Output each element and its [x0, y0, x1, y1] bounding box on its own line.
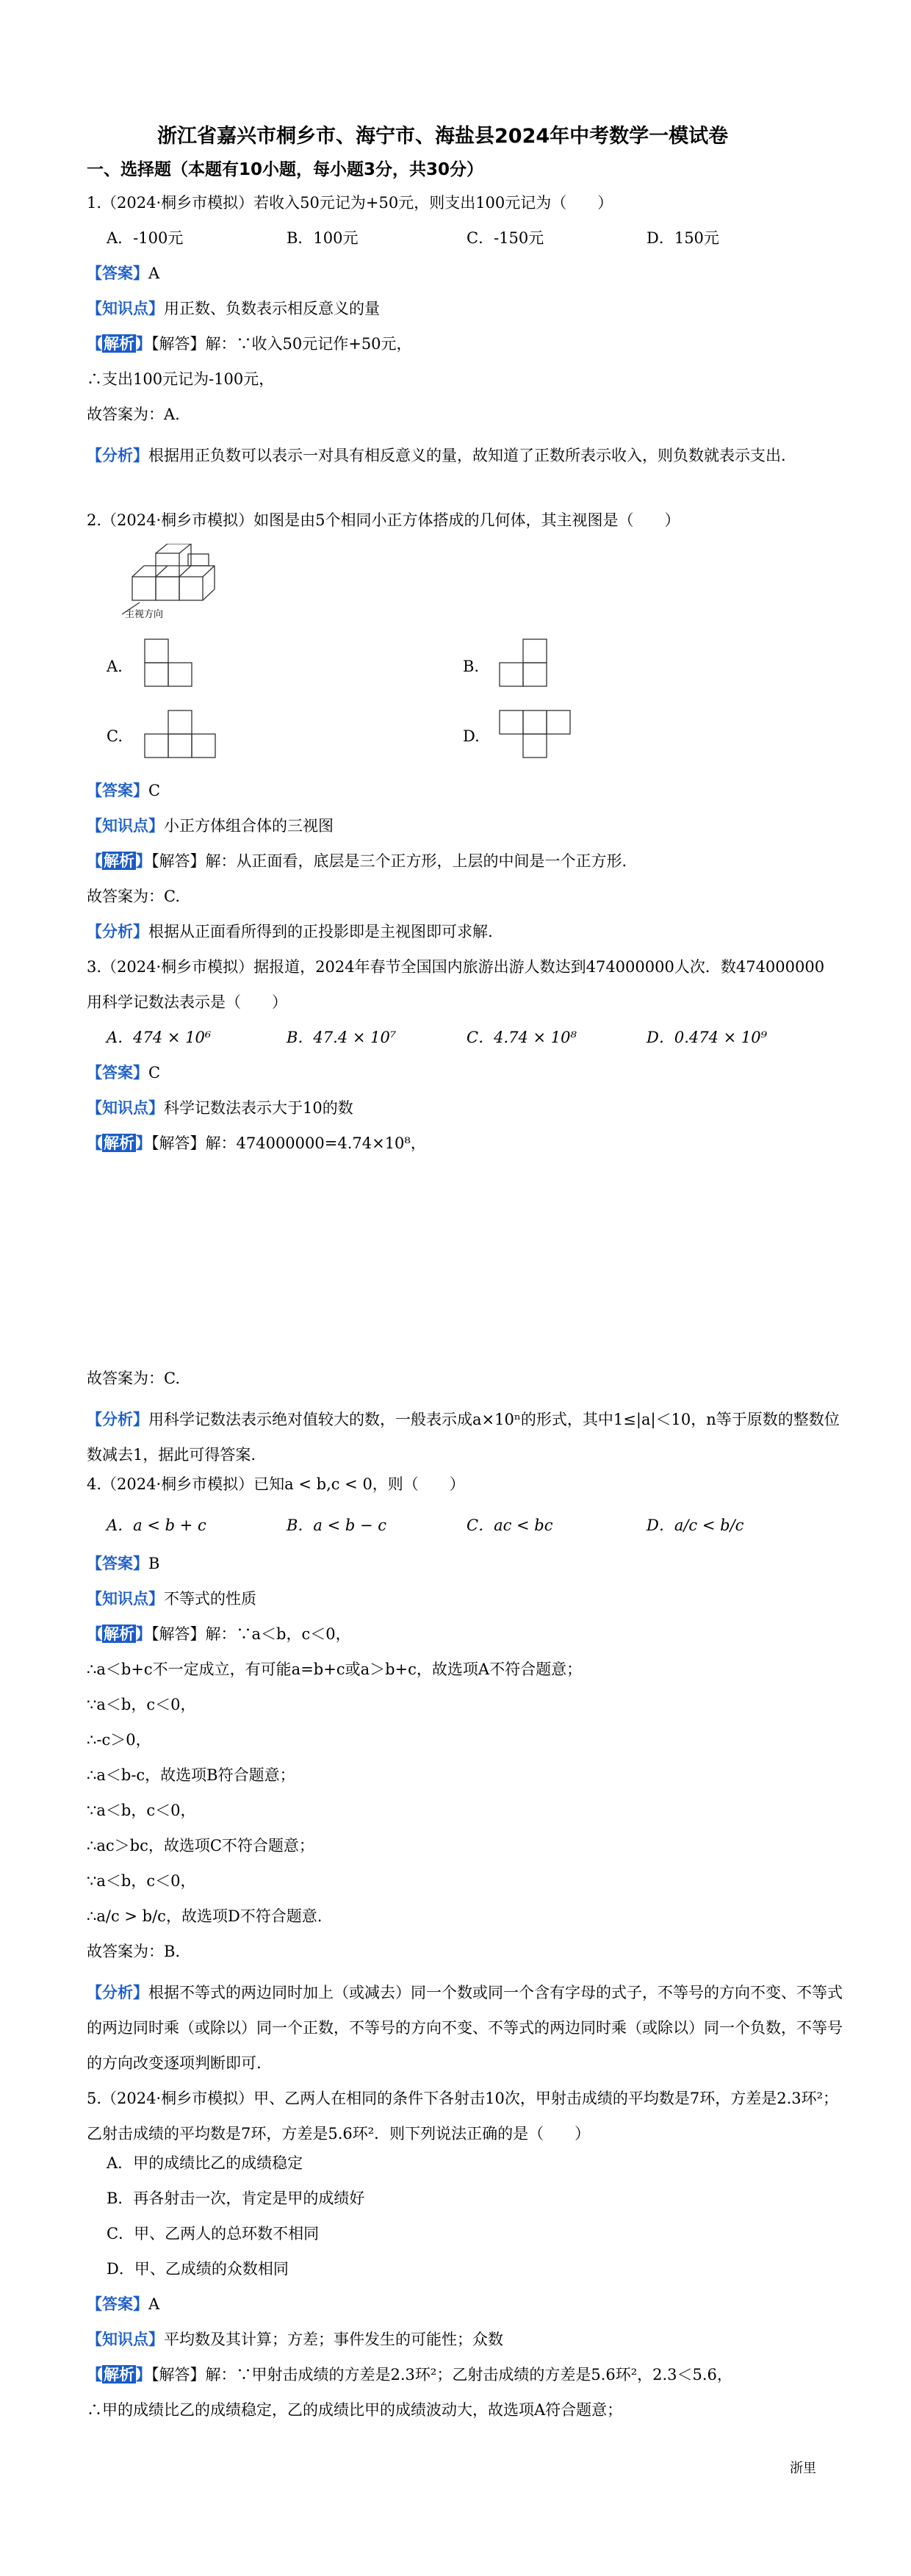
q2-figure-label: 主视方向 [125, 609, 164, 620]
q2-solve-1: 【解析】【解答】解：从正面看，底层是三个正方形，上层的中间是一个正方形. [87, 852, 627, 870]
q4-solve-6: ∵a＜b，c＜0， [87, 1802, 196, 1819]
q2-knowledge: 小正方体组合体的三视图 [164, 817, 334, 835]
q2-solve-2: 故答案为：C. [87, 888, 180, 905]
q4-stem: 4.（2024·桐乡市模拟）已知a < b,c < 0，则（ ） [87, 1475, 465, 1493]
q5-solve-2: ∴甲的成绩比乙的成绩稳定，乙的成绩比甲的成绩波动大，故选项A符合题意； [87, 2401, 623, 2419]
q4-solve-4: ∴-c＞0， [87, 1731, 151, 1749]
q4-answer: B [148, 1555, 160, 1572]
q2-knowledge-row: 【知识点】小正方体组合体的三视图 [87, 816, 334, 835]
q3-option-d: D．0.474 × 10⁹ [647, 1029, 768, 1046]
q4-option-a: A．a < b + c [107, 1517, 206, 1534]
q2-solid-figure [118, 544, 228, 625]
q3-solve: 【解析】【解答】解：474000000=4.74×10⁸， [87, 1134, 426, 1152]
q3-option-c: C．4.74 × 10⁸ [467, 1029, 577, 1046]
q3-stem-2: 用科学记数法表示是（ ） [87, 993, 287, 1011]
q4-solve-10: 故答案为：B. [87, 1943, 181, 1960]
q2-option-c-figure [143, 709, 220, 760]
q5-knowledge: 平均数及其计算；方差；事件发生的可能性；众数 [164, 2331, 503, 2348]
q3-knowledge: 科学记数法表示大于10的数 [164, 1099, 353, 1117]
q4-option-d: D．a/c < b/c [647, 1517, 744, 1534]
knowledge-tag: 【知识点】 [87, 299, 164, 317]
q2-option-d: D. [463, 727, 480, 745]
q4-summary: 【分析】根据不等式的两边同时加上（或减去）同一个数或同一个含有字母的式子，不等号的方向不变、不等式的两边同时乘（或除以）同一个正数，不等号的方向不变、不等式的两边同时乘（或除以）同一个负数，不等号的方向改变逐项判断即可. [87, 1983, 843, 2072]
q2-option-b: B. [463, 658, 480, 675]
q3-result: 故答案为：C. [87, 1370, 180, 1387]
q5-solve-1: 【解析】【解答】解：∵甲射击成绩的方差是2.3环²；乙射击成绩的方差是5.6环²，2.3＜5.6， [87, 2365, 732, 2383]
q4-solve-1: 【解析】【解答】解：∵a＜b，c＜0， [87, 1625, 351, 1643]
q1-option-d: D．150元 [647, 229, 719, 247]
q5-option-c: C．甲、乙两人的总环数不相同 [107, 2225, 320, 2242]
q5-stem: 5.（2024·桐乡市模拟）甲、乙两人在相同的条件下各射击10次，甲射击成绩的平均数是7环，方差是2.3环²；乙射击成绩的平均数是7环，方差是5.6环²．则下列说法正确的是（ ） [87, 2090, 839, 2143]
q4-solve-8: ∵a＜b，c＜0， [87, 1872, 196, 1890]
q2-option-c: C. [107, 727, 123, 745]
q3-knowledge-row: 【知识点】科学记数法表示大于10的数 [87, 1098, 353, 1117]
q5-option-d: D．甲、乙成绩的众数相同 [107, 2260, 289, 2278]
q1-option-a: A．-100元 [107, 229, 184, 247]
q5-option-b: B．再各射击一次，肯定是甲的成绩好 [107, 2190, 365, 2207]
q1-option-c: C．-150元 [467, 229, 544, 247]
q1-answer: A [148, 265, 160, 282]
q2-answer: C [148, 782, 161, 799]
q1-answer-row [87, 262, 159, 284]
q2-option-a: A. [107, 658, 123, 675]
q2-option-d-figure [498, 709, 575, 760]
page-footer: 浙里 [790, 2461, 816, 2476]
q4-knowledge-row: 【知识点】不等式的性质 [87, 1589, 256, 1608]
q4-answer-row: 【答案】B [87, 1554, 160, 1572]
q4-solve-3: ∵a＜b，c＜0， [87, 1696, 196, 1713]
q1-solve-1: 【解析】【解答】解：∵收入50元记作+50元， [87, 334, 412, 353]
q2-answer-row: 【答案】C [87, 781, 161, 799]
q4-knowledge: 不等式的性质 [164, 1590, 256, 1608]
q4-solve-9: ∴a/c > b/c，故选项D不符合题意. [87, 1907, 323, 1925]
q2-summary: 【分析】根据从正面看所得到的正投影即是主视图即可求解. [87, 922, 493, 940]
q2-option-b-figure [498, 638, 550, 689]
q3-option-a: A．474 × 10⁶ [107, 1029, 212, 1046]
q1-knowledge-row [87, 297, 380, 319]
section-heading: 一、选择题（本题有10小题，每小题3分，共30分） [87, 160, 484, 179]
q1-stem: 1.（2024·桐乡市模拟）若收入50元记为+50元，则支出100元记为（ ） [87, 194, 613, 212]
q4-solve-5: ∴a＜b-c，故选项B符合题意； [87, 1766, 295, 1784]
q3-option-b: B．47.4 × 10⁷ [287, 1029, 397, 1046]
q5-answer: A [148, 2295, 160, 2313]
q5-knowledge-row: 【知识点】平均数及其计算；方差；事件发生的可能性；众数 [87, 2330, 503, 2348]
q1-solve-2: ∴支出100元记为-100元， [87, 370, 275, 388]
q1-knowledge: 用正数、负数表示相反意义的量 [164, 300, 380, 317]
q4-solve-2: ∴a＜b+c不一定成立，有可能a=b+c或a＞b+c，故选项A不符合题意； [87, 1661, 583, 1678]
q1-option-b: B．100元 [287, 229, 359, 247]
q4-option-c: C．ac < bc [467, 1517, 553, 1534]
page-title: 浙江省嘉兴市桐乡市、海宁市、海盐县2024年中考数学一模试卷 [157, 125, 729, 148]
q1-summary: 【分析】根据用正负数可以表示一对具有相反意义的量，故知道了正数所表示收入，则负数就表示支出. [87, 446, 786, 464]
q5-answer-row: 【答案】A [87, 2295, 160, 2313]
q3-summary: 【分析】用科学记数法表示绝对值较大的数，一般表示成a×10ⁿ的形式，其中1≤|a|＜10，n等于原数的整数位数减去1，据此可得答案. [87, 1410, 840, 1464]
q1-solve-3: 故答案为：A. [87, 406, 180, 423]
q4-option-b: B．a < b − c [287, 1517, 387, 1534]
q5-option-a: A．甲的成绩比乙的成绩稳定 [107, 2154, 303, 2172]
q2-option-a-figure [143, 638, 195, 689]
q3-stem-1: 3.（2024·桐乡市模拟）据报道，2024年春节全国国内旅游出游人数达到474000000人次．数474000000 [87, 958, 825, 976]
q2-stem: 2.（2024·桐乡市模拟）如图是由5个相同小正方体搭成的几何体，其主视图是（ ） [87, 511, 680, 529]
q3-answer-row: 【答案】C [87, 1063, 161, 1082]
q4-solve-7: ∴ac＞bc，故选项C不符合题意； [87, 1837, 314, 1854]
analysis-tag: 解析 [104, 334, 134, 353]
answer-tag: 【答案】 [87, 264, 148, 282]
q3-answer: C [148, 1064, 161, 1082]
